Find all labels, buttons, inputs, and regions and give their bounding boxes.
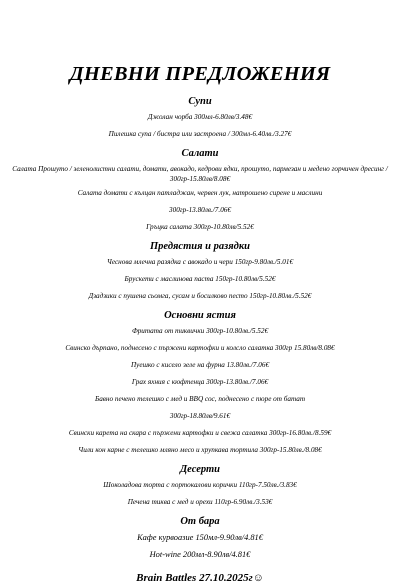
section-heading-bar: От бара [180,516,220,527]
menu-item: Дзадзики с пушена сьомга, сусам и босилково песто 150гр-10.80лв./5.52€ [88,292,312,300]
menu-item: Чеснова млечна разядка с авокадо и чери 150гр-9.80лв./5.01€ [106,258,294,266]
menu-item: Печена тиква с мед и орехи 110гр-6.90лв./3.53€ [127,498,273,506]
menu-item: Свински карета на скара с пържени картофки и свежа салатка 300гр-16.80лв./8.59€ [68,429,332,437]
section-heading-appetizers: Предястия и разядки [150,241,250,252]
menu-item: Джолан чорба 300мл-6.80лв/3.48€ [147,113,253,121]
menu-item: Hot-wine 200мл-8.90лв/4.81€ [149,550,251,559]
menu-item: 300гр-13.80лв./7.06€ [169,206,231,214]
menu-item: 300гр-18.80лв/9.61€ [169,412,231,420]
menu-item: Салата домати с кълцан патладжан, червен лук, натрошено сирене и маслини [77,189,323,197]
menu-item: Шоколадова торта с портокалови корички 110гр-7.50лв./3.83€ [103,481,297,489]
menu-item: Кафе курвоазие 150мл-9.90лв/4.81€ [137,533,263,542]
menu-item: Салата Прошуто / зеленолистни салати, домати, авокадо, кедрови ядки, прошуто, пармезан и медено горчичен дресинг / 300гр-15.80лв/8.08€ [12,165,388,183]
footer-text: Brain Battles 27.10.2025г☺ [136,572,264,584]
menu-item: Свинско дърпано, поднесено с пържени картофки и колсло салатка 300гр 15.80лв/8.08€ [65,344,335,352]
menu-item: Чили кон карне с телешко мляно месо и хрупкава тортила 300гр-15.80лв./8.08€ [78,446,322,454]
page-title: ДНЕВНИ ПРЕДЛОЖЕНИЯ [69,63,331,85]
section-heading-salads: Салати [181,148,219,159]
menu-item: Гръцка салата 300гр-10.80лв/5.52€ [146,223,254,231]
section-heading-mains: Основни ястия [164,310,236,321]
menu-item: Грах яхния с кюфтенца 300гр-13.80лв./7.06€ [131,378,269,386]
menu-item: Фритата от тиквички 300гр-10.80лв./5.52€ [131,327,269,335]
menu-item: Пилешка супа / бистра или застроена / 300мл-6.40лв./3.27€ [108,130,292,138]
menu-item: Пуешко с кисело зеле на фурна 13.80лв./7.06€ [130,361,270,369]
section-heading-desserts: Десерти [180,464,220,475]
menu-item: Брускети с маслинова паста 150гр-10.80лв/5.52€ [124,275,276,283]
section-heading-soups: Супи [188,96,212,107]
menu-item: Бавно печено телешко с мед и BBQ сос, поднесено с пюре от батат [94,395,306,403]
